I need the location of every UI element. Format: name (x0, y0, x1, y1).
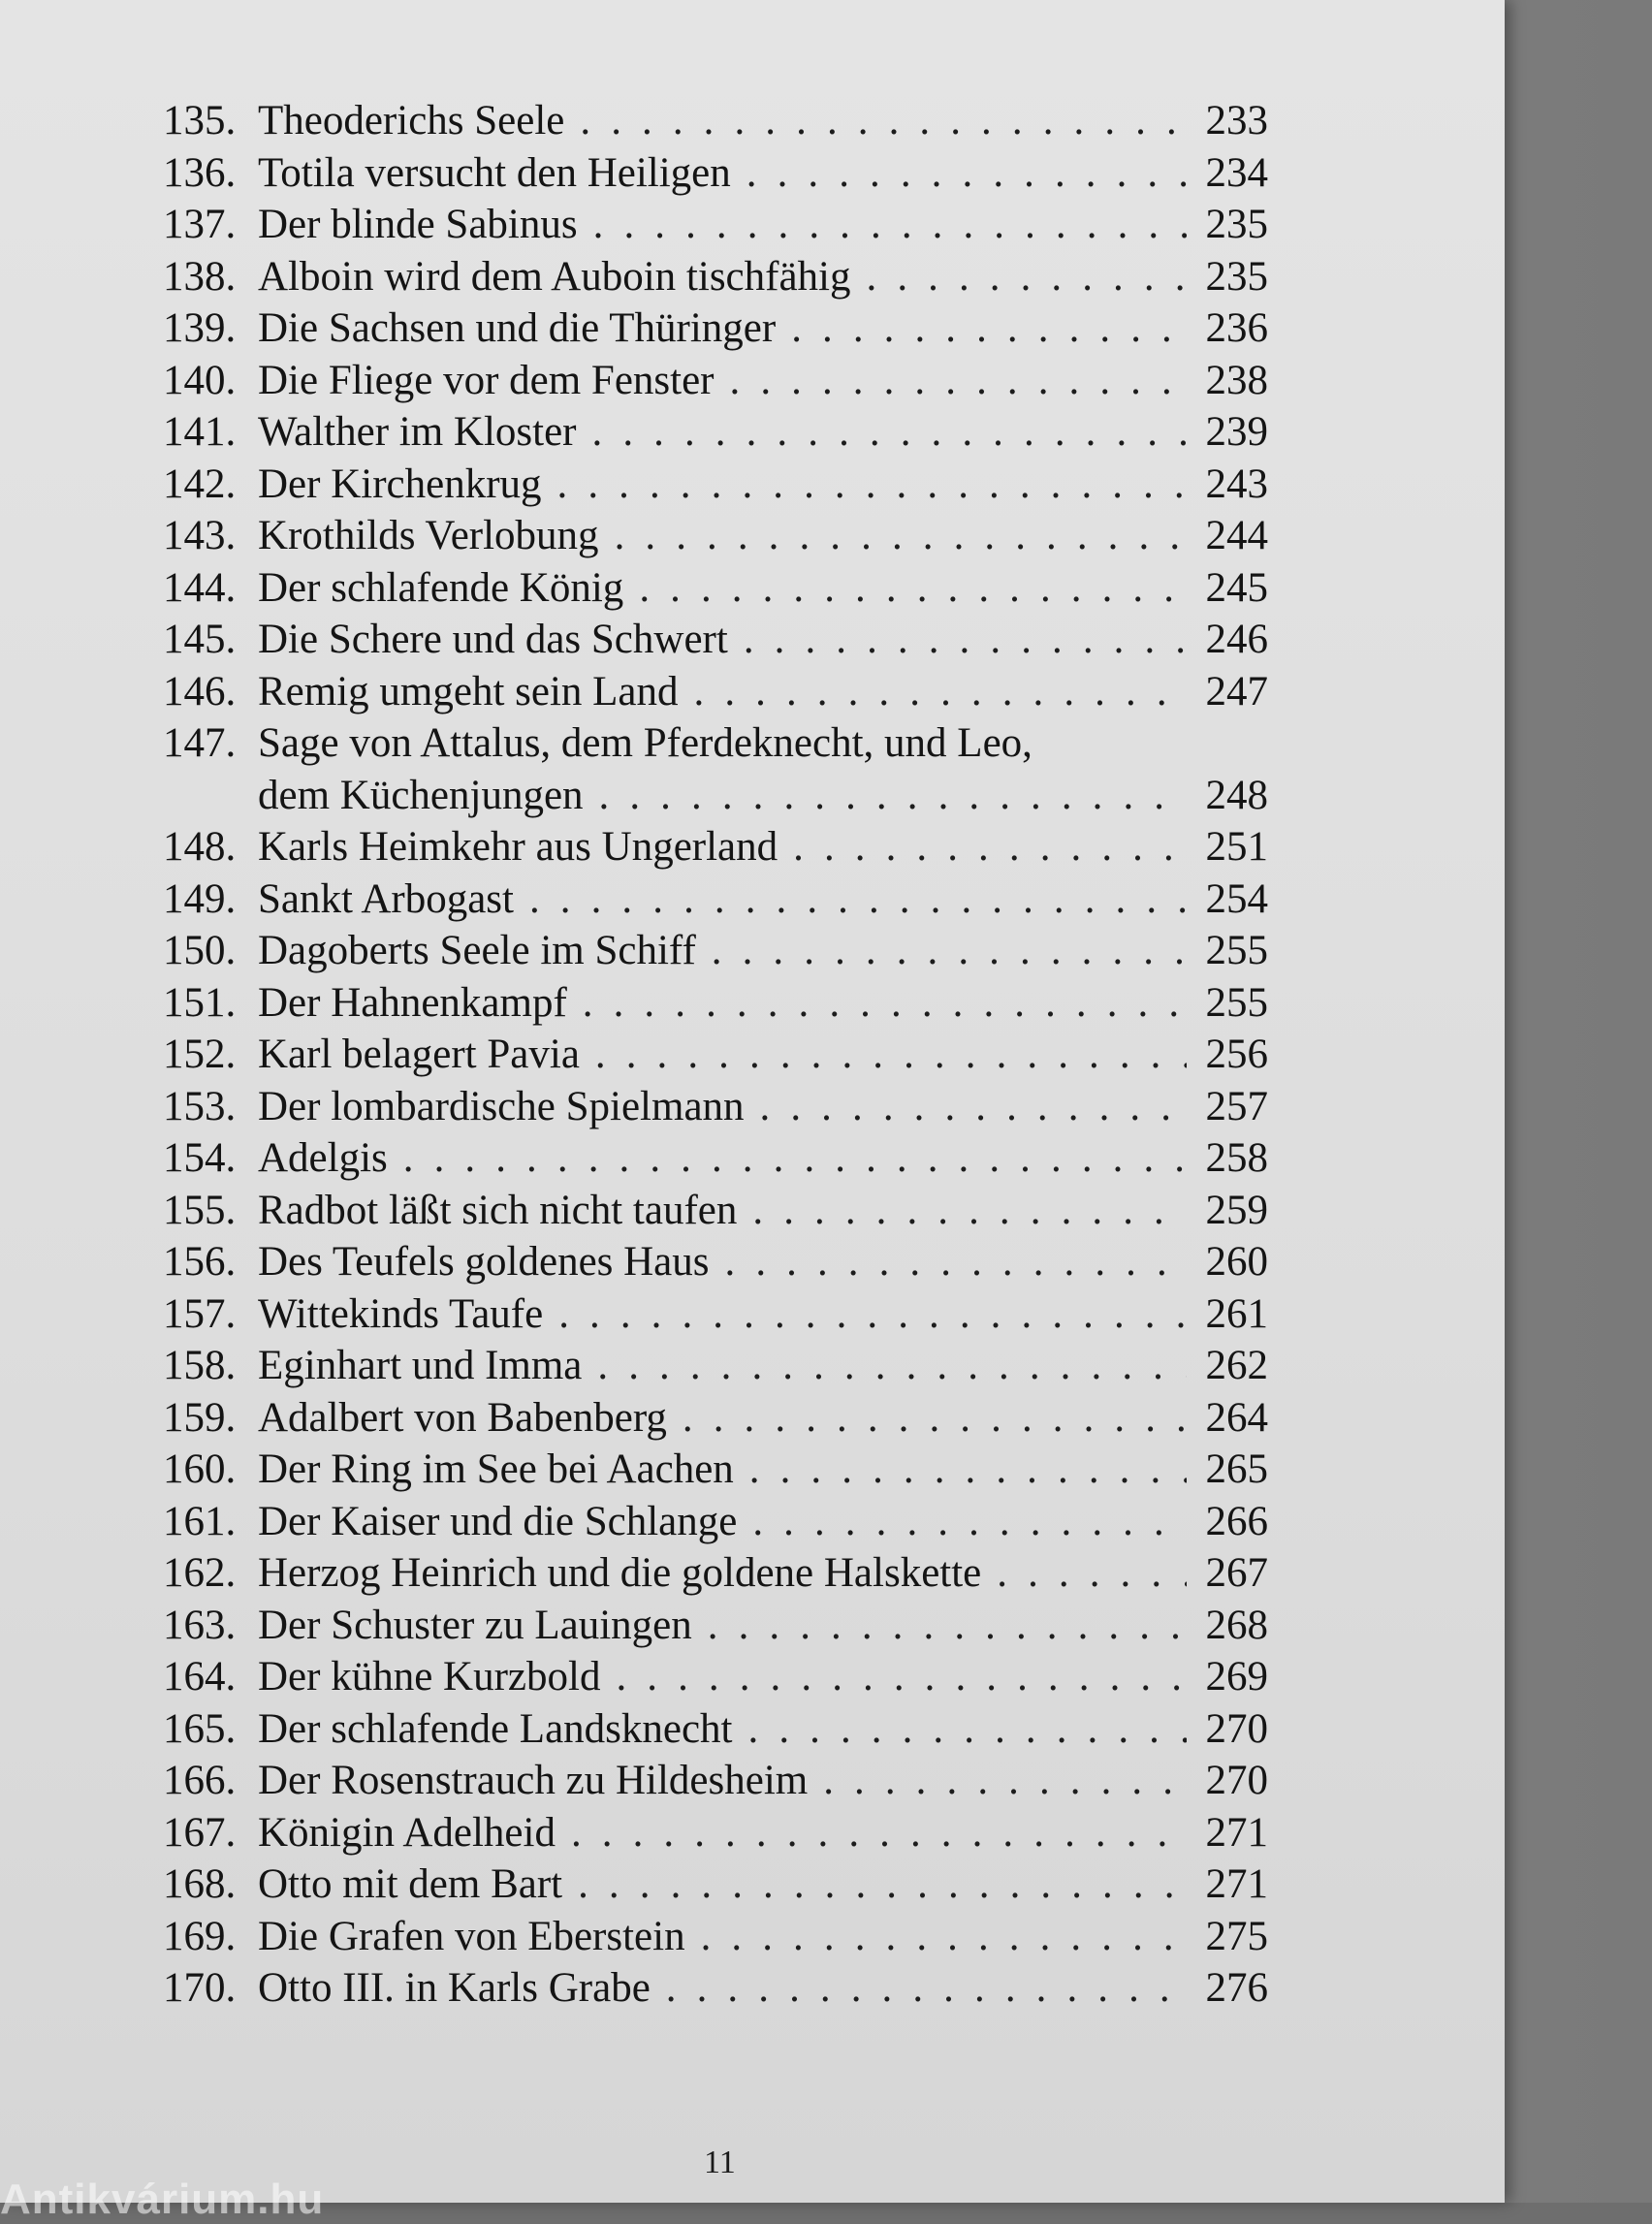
entry-page: 243 (1205, 461, 1268, 507)
entry-number: 153. (163, 1083, 237, 1129)
dot-leader (747, 149, 1187, 197)
dot-leader (595, 1031, 1187, 1078)
dot-leader (997, 1549, 1187, 1597)
entry-number: 162. (163, 1550, 237, 1596)
toc-entry (163, 1705, 1268, 1758)
dot-leader (639, 564, 1187, 612)
entry-number: 165. (163, 1705, 237, 1752)
toc-entry (163, 1342, 1268, 1394)
dot-leader (748, 1705, 1187, 1753)
entry-title-continued: dem Küchenjungen (258, 772, 584, 818)
toc-entry (163, 823, 1268, 875)
entry-title: Totila versucht den Heiligen (258, 149, 731, 196)
entry-page: 233 (1205, 98, 1268, 143)
entry-page: 256 (1205, 1032, 1268, 1077)
entry-title: Remig umgeht sein Land (258, 668, 679, 715)
table-of-contents (163, 97, 1268, 2017)
toc-entry (163, 1187, 1268, 1239)
entry-title: Die Grafen von Eberstein (258, 1913, 685, 1959)
entry-title: Eginhart und Imma (258, 1343, 583, 1388)
entry-title: Königin Adelheid (258, 1809, 556, 1856)
entry-number: 144. (163, 564, 237, 611)
toc-entry (163, 875, 1268, 928)
entry-number: 168. (163, 1861, 237, 1907)
toc-entry (163, 512, 1268, 564)
entry-number: 136. (163, 149, 237, 196)
toc-entry (163, 927, 1268, 979)
entry-title: Der kühne Kurzbold (258, 1654, 601, 1700)
entry-title: Krothilds Verlobung (258, 513, 599, 558)
entry-page: 260 (1205, 1239, 1268, 1285)
entry-title: Der schlafende Landsknecht (258, 1705, 733, 1752)
entry-page: 257 (1205, 1083, 1268, 1129)
dot-leader (666, 1964, 1187, 2012)
entry-number: 155. (163, 1187, 237, 1233)
entry-number: 166. (163, 1758, 237, 1803)
entry-title: Otto mit dem Bart (258, 1861, 563, 1907)
entry-title: Sankt Arbogast (258, 875, 514, 922)
entry-title: Die Sachsen und die Thüringer (258, 305, 777, 351)
toc-entry (163, 1394, 1268, 1446)
entry-number: 137. (163, 202, 237, 247)
entry-number: 157. (163, 1290, 237, 1337)
entry-number: 150. (163, 928, 237, 973)
entry-page: 269 (1205, 1654, 1268, 1700)
entry-number: 143. (163, 513, 237, 558)
entry-page: 267 (1205, 1550, 1268, 1596)
entry-page: 236 (1205, 305, 1268, 351)
dot-leader (593, 201, 1187, 248)
toc-entry (163, 304, 1268, 357)
toc-entry (163, 461, 1268, 513)
dot-leader (403, 1134, 1187, 1182)
entry-page: 245 (1205, 564, 1268, 611)
dot-leader (791, 304, 1187, 352)
toc-entry (163, 1913, 1268, 1965)
toc-entry (163, 408, 1268, 461)
toc-entry (163, 1602, 1268, 1654)
dot-leader (558, 1290, 1187, 1338)
toc-entry (163, 97, 1268, 149)
entry-title: Der Kaiser und die Schlange (258, 1498, 738, 1544)
dot-leader (557, 461, 1187, 508)
dot-leader (583, 979, 1187, 1027)
watermark: Antikvárium.hu (0, 2176, 325, 2223)
dot-leader (793, 823, 1187, 871)
dot-leader (615, 512, 1187, 559)
entry-page: 238 (1205, 357, 1268, 403)
entry-title: Der Hahnenkampf (258, 979, 567, 1026)
toc-entry (163, 1238, 1268, 1290)
entry-number: 145. (163, 617, 237, 662)
dot-leader (744, 616, 1187, 663)
entry-page: 255 (1205, 979, 1268, 1026)
dot-leader (529, 875, 1187, 923)
entry-number: 148. (163, 824, 237, 870)
entry-number: 146. (163, 668, 237, 715)
dot-leader (599, 772, 1187, 819)
entry-title: Der schlafende König (258, 564, 624, 611)
entry-number: 149. (163, 875, 237, 922)
entry-page: 264 (1205, 1394, 1268, 1441)
entry-title: Der Schuster zu Lauingen (258, 1602, 692, 1648)
toc-entry (163, 357, 1268, 409)
entry-title: Der Rosenstrauch zu Hildesheim (258, 1758, 809, 1803)
dot-leader (760, 1083, 1187, 1130)
entry-page: 270 (1205, 1758, 1268, 1803)
toc-entry (163, 979, 1268, 1032)
entry-title: Der Kirchenkrug (258, 461, 542, 507)
entry-page: 235 (1205, 202, 1268, 247)
entry-title: Walther im Kloster (258, 409, 577, 455)
entry-number: 161. (163, 1498, 237, 1544)
entry-page: 265 (1205, 1446, 1268, 1492)
entry-number: 140. (163, 357, 237, 403)
entry-number: 139. (163, 305, 237, 351)
entry-title: Der blinde Sabinus (258, 202, 578, 247)
entry-title: Otto III. in Karls Grabe (258, 1965, 651, 2011)
dot-leader (597, 1342, 1187, 1389)
entry-number: 156. (163, 1239, 237, 1285)
entry-number: 141. (163, 409, 237, 455)
toc-entry (163, 1498, 1268, 1550)
entry-page: 266 (1205, 1498, 1268, 1544)
dot-leader (752, 1498, 1187, 1545)
entry-number: 169. (163, 1913, 237, 1959)
toc-entry (163, 1964, 1268, 2017)
toc-entry (163, 1134, 1268, 1187)
entry-page: 255 (1205, 928, 1268, 973)
entry-number: 142. (163, 461, 237, 507)
entry-page: 276 (1205, 1965, 1268, 2011)
entry-title: Der Ring im See bei Aachen (258, 1446, 734, 1492)
dot-leader (867, 253, 1188, 301)
toc-entry (163, 1549, 1268, 1602)
entry-title: Die Schere und das Schwert (258, 617, 728, 662)
dot-leader (571, 1809, 1187, 1857)
entry-page: 246 (1205, 617, 1268, 662)
entry-title: Theoderichs Seele (258, 98, 565, 143)
page-number: 11 (704, 2145, 736, 2180)
entry-page: 270 (1205, 1705, 1268, 1752)
entry-page: 248 (1205, 772, 1268, 818)
toc-entry (163, 201, 1268, 253)
entry-page: 234 (1205, 149, 1268, 196)
entry-page: 258 (1205, 1135, 1268, 1181)
dot-leader (752, 1187, 1187, 1234)
toc-entry (163, 1290, 1268, 1343)
dot-leader (694, 668, 1187, 715)
entry-number: 158. (163, 1343, 237, 1388)
dot-leader (616, 1653, 1187, 1700)
entry-title: Wittekinds Taufe (258, 1290, 544, 1337)
entry-number: 151. (163, 979, 237, 1026)
entry-number: 154. (163, 1135, 237, 1181)
dot-leader (730, 357, 1187, 404)
entry-page: 271 (1205, 1809, 1268, 1856)
toc-entry (163, 1031, 1268, 1083)
entry-page: 268 (1205, 1602, 1268, 1648)
toc-entry (163, 616, 1268, 668)
entry-title: Herzog Heinrich und die goldene Halskette (258, 1550, 982, 1596)
entry-title: Adelgis (258, 1135, 388, 1181)
dot-leader (823, 1757, 1187, 1804)
entry-page: 244 (1205, 513, 1268, 558)
entry-number: 170. (163, 1965, 237, 2011)
entry-title: Karls Heimkehr aus Ungerland (258, 824, 778, 870)
entry-number: 147. (163, 720, 237, 766)
entry-number: 159. (163, 1394, 237, 1441)
dot-leader (592, 408, 1187, 456)
entry-page: 261 (1205, 1290, 1268, 1337)
entry-number: 163. (163, 1602, 237, 1648)
toc-entry (163, 1083, 1268, 1135)
entry-page: 275 (1205, 1913, 1268, 1959)
toc-entry (163, 719, 1268, 823)
entry-page: 251 (1205, 824, 1268, 870)
dot-leader (701, 1913, 1187, 1960)
toc-entry (163, 1446, 1268, 1498)
dot-leader (580, 97, 1187, 144)
entry-page: 254 (1205, 875, 1268, 922)
entry-title: Adalbert von Babenberg (258, 1394, 667, 1441)
entry-page: 259 (1205, 1187, 1268, 1233)
entry-line-first (163, 719, 1268, 772)
entry-page: 271 (1205, 1861, 1268, 1907)
toc-entry (163, 1860, 1268, 1913)
entry-title: Karl belagert Pavia (258, 1032, 580, 1077)
entry-title: Die Fliege vor dem Fenster (258, 357, 715, 403)
toc-entry (163, 1757, 1268, 1809)
entry-title: Sage von Attalus, dem Pferdeknecht, und Leo, (258, 720, 1032, 766)
entry-page: 235 (1205, 253, 1268, 300)
entry-page: 247 (1205, 668, 1268, 715)
toc-entry (163, 1653, 1268, 1705)
dot-leader (749, 1446, 1187, 1493)
dot-leader (725, 1238, 1187, 1286)
dot-leader (578, 1860, 1187, 1908)
entry-number: 135. (163, 98, 237, 143)
entry-title: Radbot läßt sich nicht taufen (258, 1187, 738, 1233)
dot-leader (708, 1602, 1187, 1649)
entry-title: Der lombardische Spielmann (258, 1083, 745, 1129)
dot-leader (683, 1394, 1187, 1442)
toc-entry (163, 253, 1268, 305)
dot-leader (712, 927, 1187, 974)
entry-line-continued (163, 772, 1268, 824)
toc-entry (163, 564, 1268, 617)
entry-number: 160. (163, 1446, 237, 1492)
entry-number: 152. (163, 1032, 237, 1077)
entry-title: Alboin wird dem Auboin tischfähig (258, 253, 851, 300)
entry-number: 138. (163, 253, 237, 300)
entry-title: Des Teufels goldenes Haus (258, 1239, 710, 1285)
entry-number: 164. (163, 1654, 237, 1700)
toc-entry (163, 149, 1268, 202)
entry-page: 239 (1205, 409, 1268, 455)
entry-page: 262 (1205, 1343, 1268, 1388)
entry-number: 167. (163, 1809, 237, 1856)
toc-entry (163, 1809, 1268, 1861)
entry-title: Dagoberts Seele im Schiff (258, 928, 696, 973)
toc-entry (163, 668, 1268, 720)
